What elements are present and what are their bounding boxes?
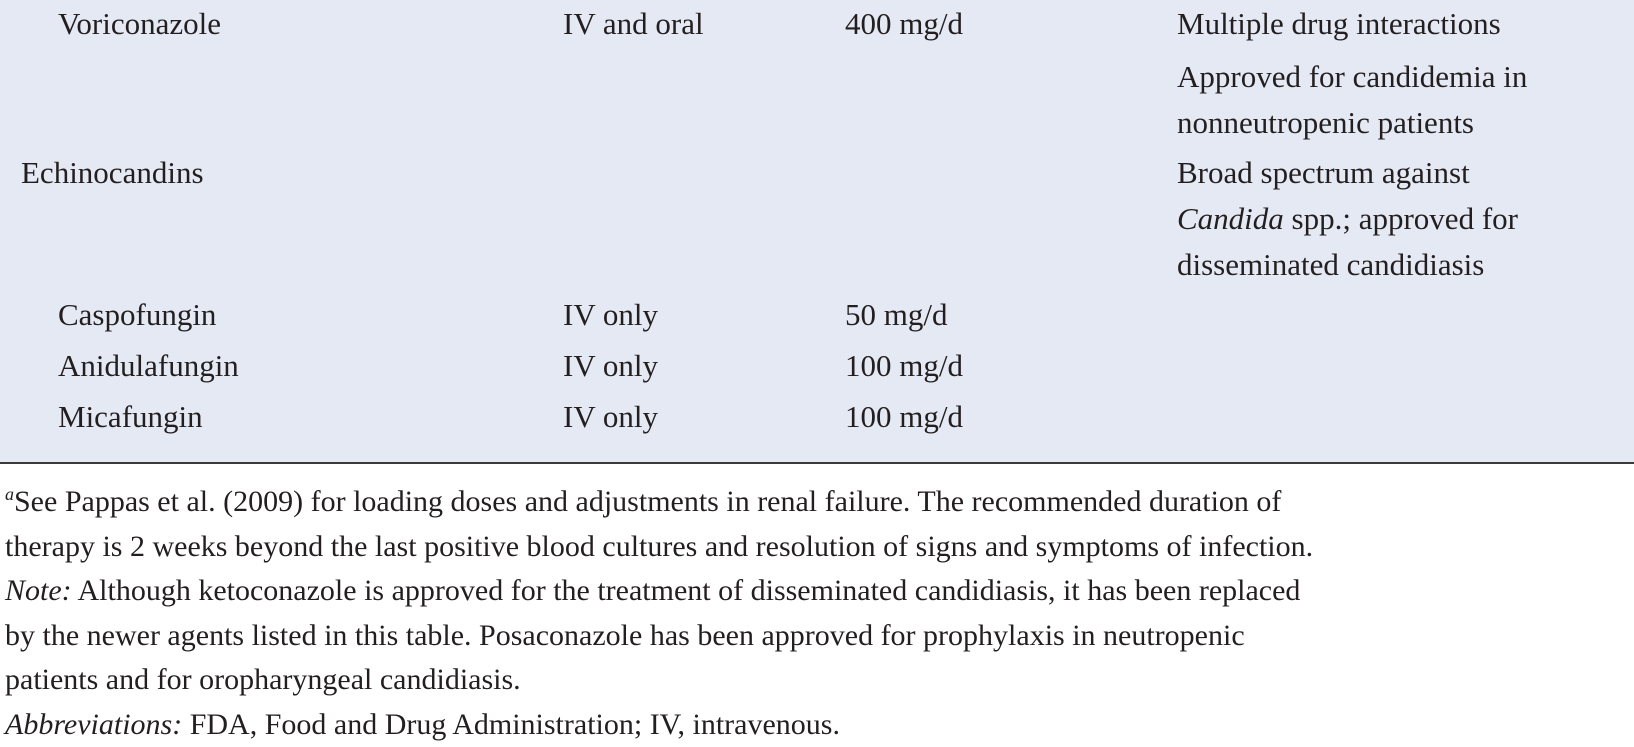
drug-name: Voriconazole	[58, 6, 221, 41]
drug-class-heading: Echinocandins	[21, 155, 204, 190]
dose-cell: 50 mg/d	[845, 297, 948, 332]
dose-cell: 100 mg/d	[845, 348, 963, 383]
note-cont: patients and for oropharyngeal candidiasis.	[5, 663, 521, 696]
route-cell: IV only	[563, 348, 659, 383]
comment-line: Approved for candidemia in	[1177, 59, 1528, 94]
footnote-a	[5, 480, 1625, 525]
comment-line: Multiple drug interactions	[1177, 6, 1501, 41]
dose-cell: 100 mg/d	[845, 399, 963, 434]
note-cont: by the newer agents listed in this table. Posaconazole has been approved for prophylaxis in neutropenic	[5, 618, 1245, 652]
footnote-marker: a	[5, 484, 14, 504]
route-cell: IV and oral	[563, 6, 704, 41]
note-label: Note:	[5, 574, 72, 607]
abbreviations	[5, 703, 1625, 747]
comment-rest: spp.; approved for	[1283, 201, 1518, 236]
comment-line: Broad spectrum against	[1177, 155, 1470, 190]
footnote-text: See Pappas et al. (2009) for loading doses and adjustments in renal failure. The recommended duration of	[14, 485, 1282, 518]
comment-line	[1177, 195, 1518, 243]
abbreviations-text: FDA, Food and Drug Administration; IV, intravenous.	[182, 707, 840, 741]
route-cell: IV only	[563, 399, 659, 434]
footnote-a-cont: therapy is 2 weeks beyond the last positive blood cultures and resolution of signs and symptoms of infection.	[5, 529, 1314, 563]
drug-name: Caspofungin	[58, 297, 217, 332]
comment-line: nonneutropenic patients	[1177, 105, 1474, 140]
abbreviations-label: Abbreviations:	[5, 707, 183, 741]
drug-name: Micafungin	[58, 399, 203, 434]
note-paragraph	[5, 569, 1625, 614]
drug-name: Anidulafungin	[58, 348, 239, 383]
note-text: Although ketoconazole is approved for the treatment of disseminated candidiasis, it has been replaced	[71, 574, 1301, 607]
route-cell: IV only	[563, 297, 659, 332]
species-name: Candida	[1177, 201, 1284, 236]
comment-line: disseminated candidiasis	[1177, 247, 1485, 282]
table-footnotes	[5, 480, 1625, 747]
dose-cell: 400 mg/d	[845, 6, 963, 41]
